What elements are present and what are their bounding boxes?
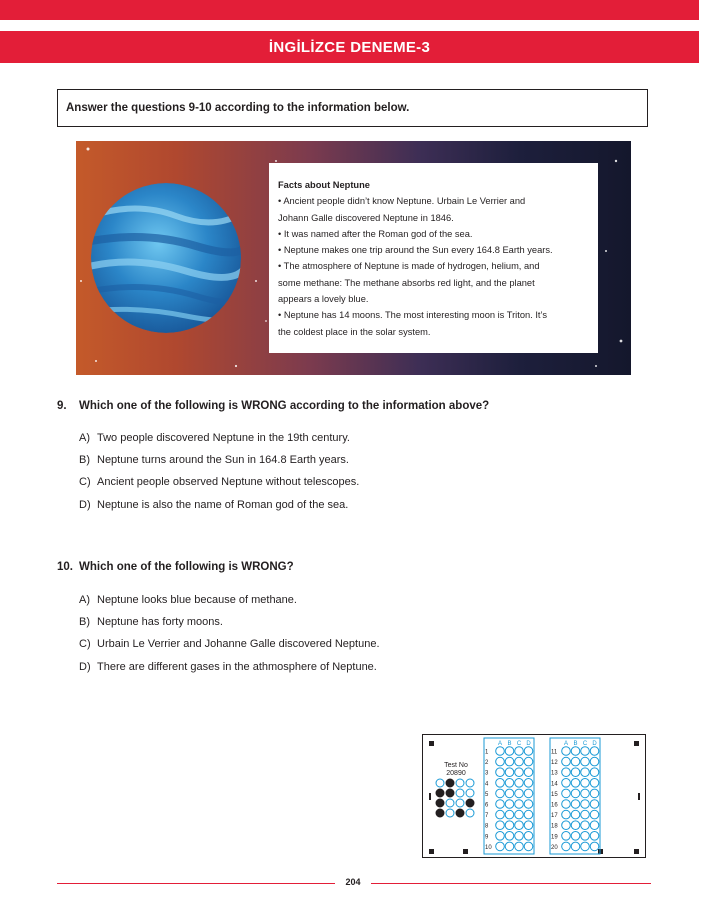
answer-bubble	[571, 832, 580, 841]
question-number: 10.	[57, 561, 73, 573]
answer-bubble	[515, 757, 524, 766]
timing-mark	[463, 849, 468, 854]
timing-mark	[634, 741, 639, 746]
option-a[interactable]: A) Two people discovered Neptune in the 19th century.	[79, 432, 350, 444]
answer-bubble	[562, 842, 571, 851]
answer-bubble	[581, 757, 590, 766]
answer-bubble	[581, 747, 590, 756]
test-no-bubble	[456, 779, 464, 787]
row-number: 6	[485, 802, 489, 809]
answer-bubble	[515, 800, 524, 809]
answer-bubble	[571, 800, 580, 809]
answer-bubble	[581, 810, 590, 819]
row-number: 17	[551, 813, 558, 820]
timing-mark	[429, 849, 434, 854]
facts-line: Johann Galle discovered Neptune in 1846.	[278, 212, 454, 223]
answer-bubble	[515, 747, 524, 756]
timing-mark	[429, 741, 434, 746]
option-b[interactable]: B) Neptune turns around the Sun in 164.8 Earth years.	[79, 454, 349, 466]
answer-bubble	[496, 779, 505, 788]
test-no-value: 20890	[446, 770, 466, 777]
row-number: 18	[551, 823, 558, 830]
row-number: 4	[485, 781, 489, 788]
answer-bubble	[562, 800, 571, 809]
option-c[interactable]: C) Ancient people observed Neptune without telescopes.	[79, 476, 360, 488]
row-number: 2	[485, 760, 489, 767]
answer-bubble	[496, 800, 505, 809]
timing-mark	[634, 849, 639, 854]
answer-bubble	[496, 757, 505, 766]
answer-bubble	[505, 821, 514, 830]
answer-bubble	[571, 821, 580, 830]
answer-bubble	[562, 747, 571, 756]
answer-bubble	[581, 842, 590, 851]
question-number: 9.	[57, 400, 67, 412]
test-no-bubble	[436, 789, 444, 797]
answer-bubble	[524, 800, 533, 809]
answer-bubble	[581, 800, 590, 809]
facts-line: some methane: The methane absorbs red light, and the planet	[278, 277, 535, 288]
row-number: 5	[485, 791, 489, 798]
answer-sheet-grid	[423, 735, 645, 857]
answer-bubble	[562, 757, 571, 766]
answer-bubble	[590, 842, 599, 851]
answer-bubble	[524, 821, 533, 830]
column-label: B	[573, 741, 578, 747]
answer-bubble	[505, 800, 514, 809]
answer-bubble	[590, 779, 599, 788]
answer-bubble	[496, 821, 505, 830]
test-no-bubble	[446, 789, 454, 797]
test-no-bubble	[466, 799, 474, 807]
instruction-box: Answer the questions 9-10 according to the information below.	[57, 89, 648, 127]
column-label: D	[592, 741, 597, 747]
footer-rule-right	[371, 883, 651, 884]
answer-bubble	[562, 789, 571, 798]
row-number: 9	[485, 834, 489, 841]
answer-bubble	[515, 810, 524, 819]
answer-bubble	[590, 757, 599, 766]
answer-bubble	[581, 821, 590, 830]
facts-line: • It was named after the Roman god of the sea.	[278, 228, 473, 239]
question-text: Which one of the following is WRONG according to the information above?	[79, 400, 490, 412]
column-label: D	[526, 741, 531, 747]
test-no-bubble	[466, 789, 474, 797]
answer-bubble	[562, 768, 571, 777]
test-no-bubble	[436, 809, 444, 817]
answer-bubble	[562, 779, 571, 788]
column-label: C	[582, 741, 588, 747]
answer-bubble	[524, 842, 533, 851]
answer-bubble	[505, 810, 514, 819]
answer-bubble	[496, 768, 505, 777]
test-no-bubble	[436, 799, 444, 807]
row-number: 10	[485, 844, 492, 851]
question-text: Which one of the following is WRONG?	[79, 561, 294, 573]
page-number: 204	[345, 877, 361, 887]
facts-line: • Neptune has 14 moons. The most interesting moon is Triton. It’s	[278, 310, 548, 321]
row-number: 8	[485, 823, 489, 830]
answer-bubble	[505, 779, 514, 788]
facts-line: • The atmosphere of Neptune is made of hydrogen, helium, and	[278, 261, 540, 272]
answer-bubble	[496, 789, 505, 798]
test-no-bubble	[456, 809, 464, 817]
test-no-bubble	[446, 799, 454, 807]
facts-line: the coldest place in the solar system.	[278, 326, 431, 337]
row-number: 20	[551, 844, 558, 851]
answer-bubble	[515, 821, 524, 830]
answer-bubble	[496, 747, 505, 756]
row-number: 1	[485, 749, 489, 756]
answer-bubble	[571, 768, 580, 777]
column-label: B	[507, 741, 512, 747]
row-number: 14	[551, 781, 558, 788]
answer-bubble	[581, 832, 590, 841]
answer-bubble	[515, 779, 524, 788]
answer-bubble	[590, 821, 599, 830]
facts-line: appears a lovely blue.	[278, 294, 369, 305]
answer-bubble	[524, 810, 533, 819]
answer-bubble	[496, 832, 505, 841]
answer-bubble	[515, 832, 524, 841]
answer-bubble	[581, 779, 590, 788]
row-number: 15	[551, 791, 558, 798]
answer-bubble	[505, 747, 514, 756]
row-number: 16	[551, 802, 558, 809]
answer-bubble	[571, 810, 580, 819]
answer-bubble	[515, 842, 524, 851]
facts-line: • Ancient people didn’t know Neptune. Urbain Le Verrier and	[278, 196, 526, 207]
test-no-bubble	[436, 779, 444, 787]
answer-bubble	[505, 768, 514, 777]
footer-rule-left	[57, 883, 335, 884]
answer-bubble	[505, 757, 514, 766]
column-label: A	[497, 741, 503, 747]
answer-bubble	[524, 789, 533, 798]
answer-bubble	[571, 747, 580, 756]
timing-mark	[638, 793, 640, 800]
option-b[interactable]: B) Neptune has forty moons.	[79, 616, 223, 628]
answer-bubble	[581, 768, 590, 777]
option-c[interactable]: C) Urbain Le Verrier and Johanne Galle discovered Neptune.	[79, 638, 380, 650]
answer-bubble	[590, 800, 599, 809]
answer-bubble	[571, 779, 580, 788]
row-number: 11	[551, 749, 558, 756]
answer-bubble	[505, 789, 514, 798]
test-no-label: Test No	[444, 762, 468, 769]
answer-bubble	[524, 779, 533, 788]
answer-bubble	[571, 757, 580, 766]
answer-bubble	[590, 768, 599, 777]
facts-line: • Neptune makes one trip around the Sun every 164.8 Earth years.	[278, 245, 553, 256]
answer-bubble	[571, 789, 580, 798]
option-d[interactable]: D) Neptune is also the name of Roman god of the sea.	[79, 499, 349, 511]
answer-bubble	[562, 810, 571, 819]
option-d[interactable]: D) There are different gases in the athmosphere of Neptune.	[79, 661, 377, 673]
answer-bubble	[524, 747, 533, 756]
test-no-bubble	[456, 799, 464, 807]
answer-bubble	[590, 747, 599, 756]
answer-bubble	[562, 821, 571, 830]
test-no-bubble	[456, 789, 464, 797]
timing-mark	[429, 793, 431, 800]
facts-title: Facts about Neptune	[278, 180, 370, 190]
answer-bubble	[590, 832, 599, 841]
answer-sheet	[422, 734, 646, 858]
answer-bubble	[524, 768, 533, 777]
answer-bubble	[571, 842, 580, 851]
column-label: A	[563, 741, 569, 747]
answer-bubble	[590, 810, 599, 819]
answer-bubble	[524, 832, 533, 841]
option-a[interactable]: A) Neptune looks blue because of methane.	[79, 594, 297, 606]
row-number: 7	[485, 813, 489, 820]
answer-bubble	[562, 832, 571, 841]
row-number: 3	[485, 770, 489, 777]
answer-bubble	[590, 789, 599, 798]
row-number: 12	[551, 760, 558, 767]
answer-bubble	[496, 842, 505, 851]
page-title: İNGİLİZCE DENEME-3	[0, 31, 699, 63]
facts-box	[269, 163, 598, 353]
test-no-bubble	[446, 809, 454, 817]
test-no-bubble	[466, 779, 474, 787]
row-number: 19	[551, 834, 558, 841]
row-number: 13	[551, 770, 558, 777]
answer-bubble	[515, 768, 524, 777]
answer-bubble	[515, 789, 524, 798]
answer-bubble	[505, 832, 514, 841]
neptune-planet	[91, 183, 246, 333]
answer-bubble	[505, 842, 514, 851]
top-red-bar	[0, 0, 699, 20]
answer-bubble	[581, 789, 590, 798]
answer-bubble	[496, 810, 505, 819]
question-9	[57, 400, 489, 412]
answer-bubble	[524, 757, 533, 766]
test-no-bubble	[466, 809, 474, 817]
test-no-bubble	[446, 779, 454, 787]
column-label: C	[516, 741, 522, 747]
question-10	[57, 561, 294, 573]
